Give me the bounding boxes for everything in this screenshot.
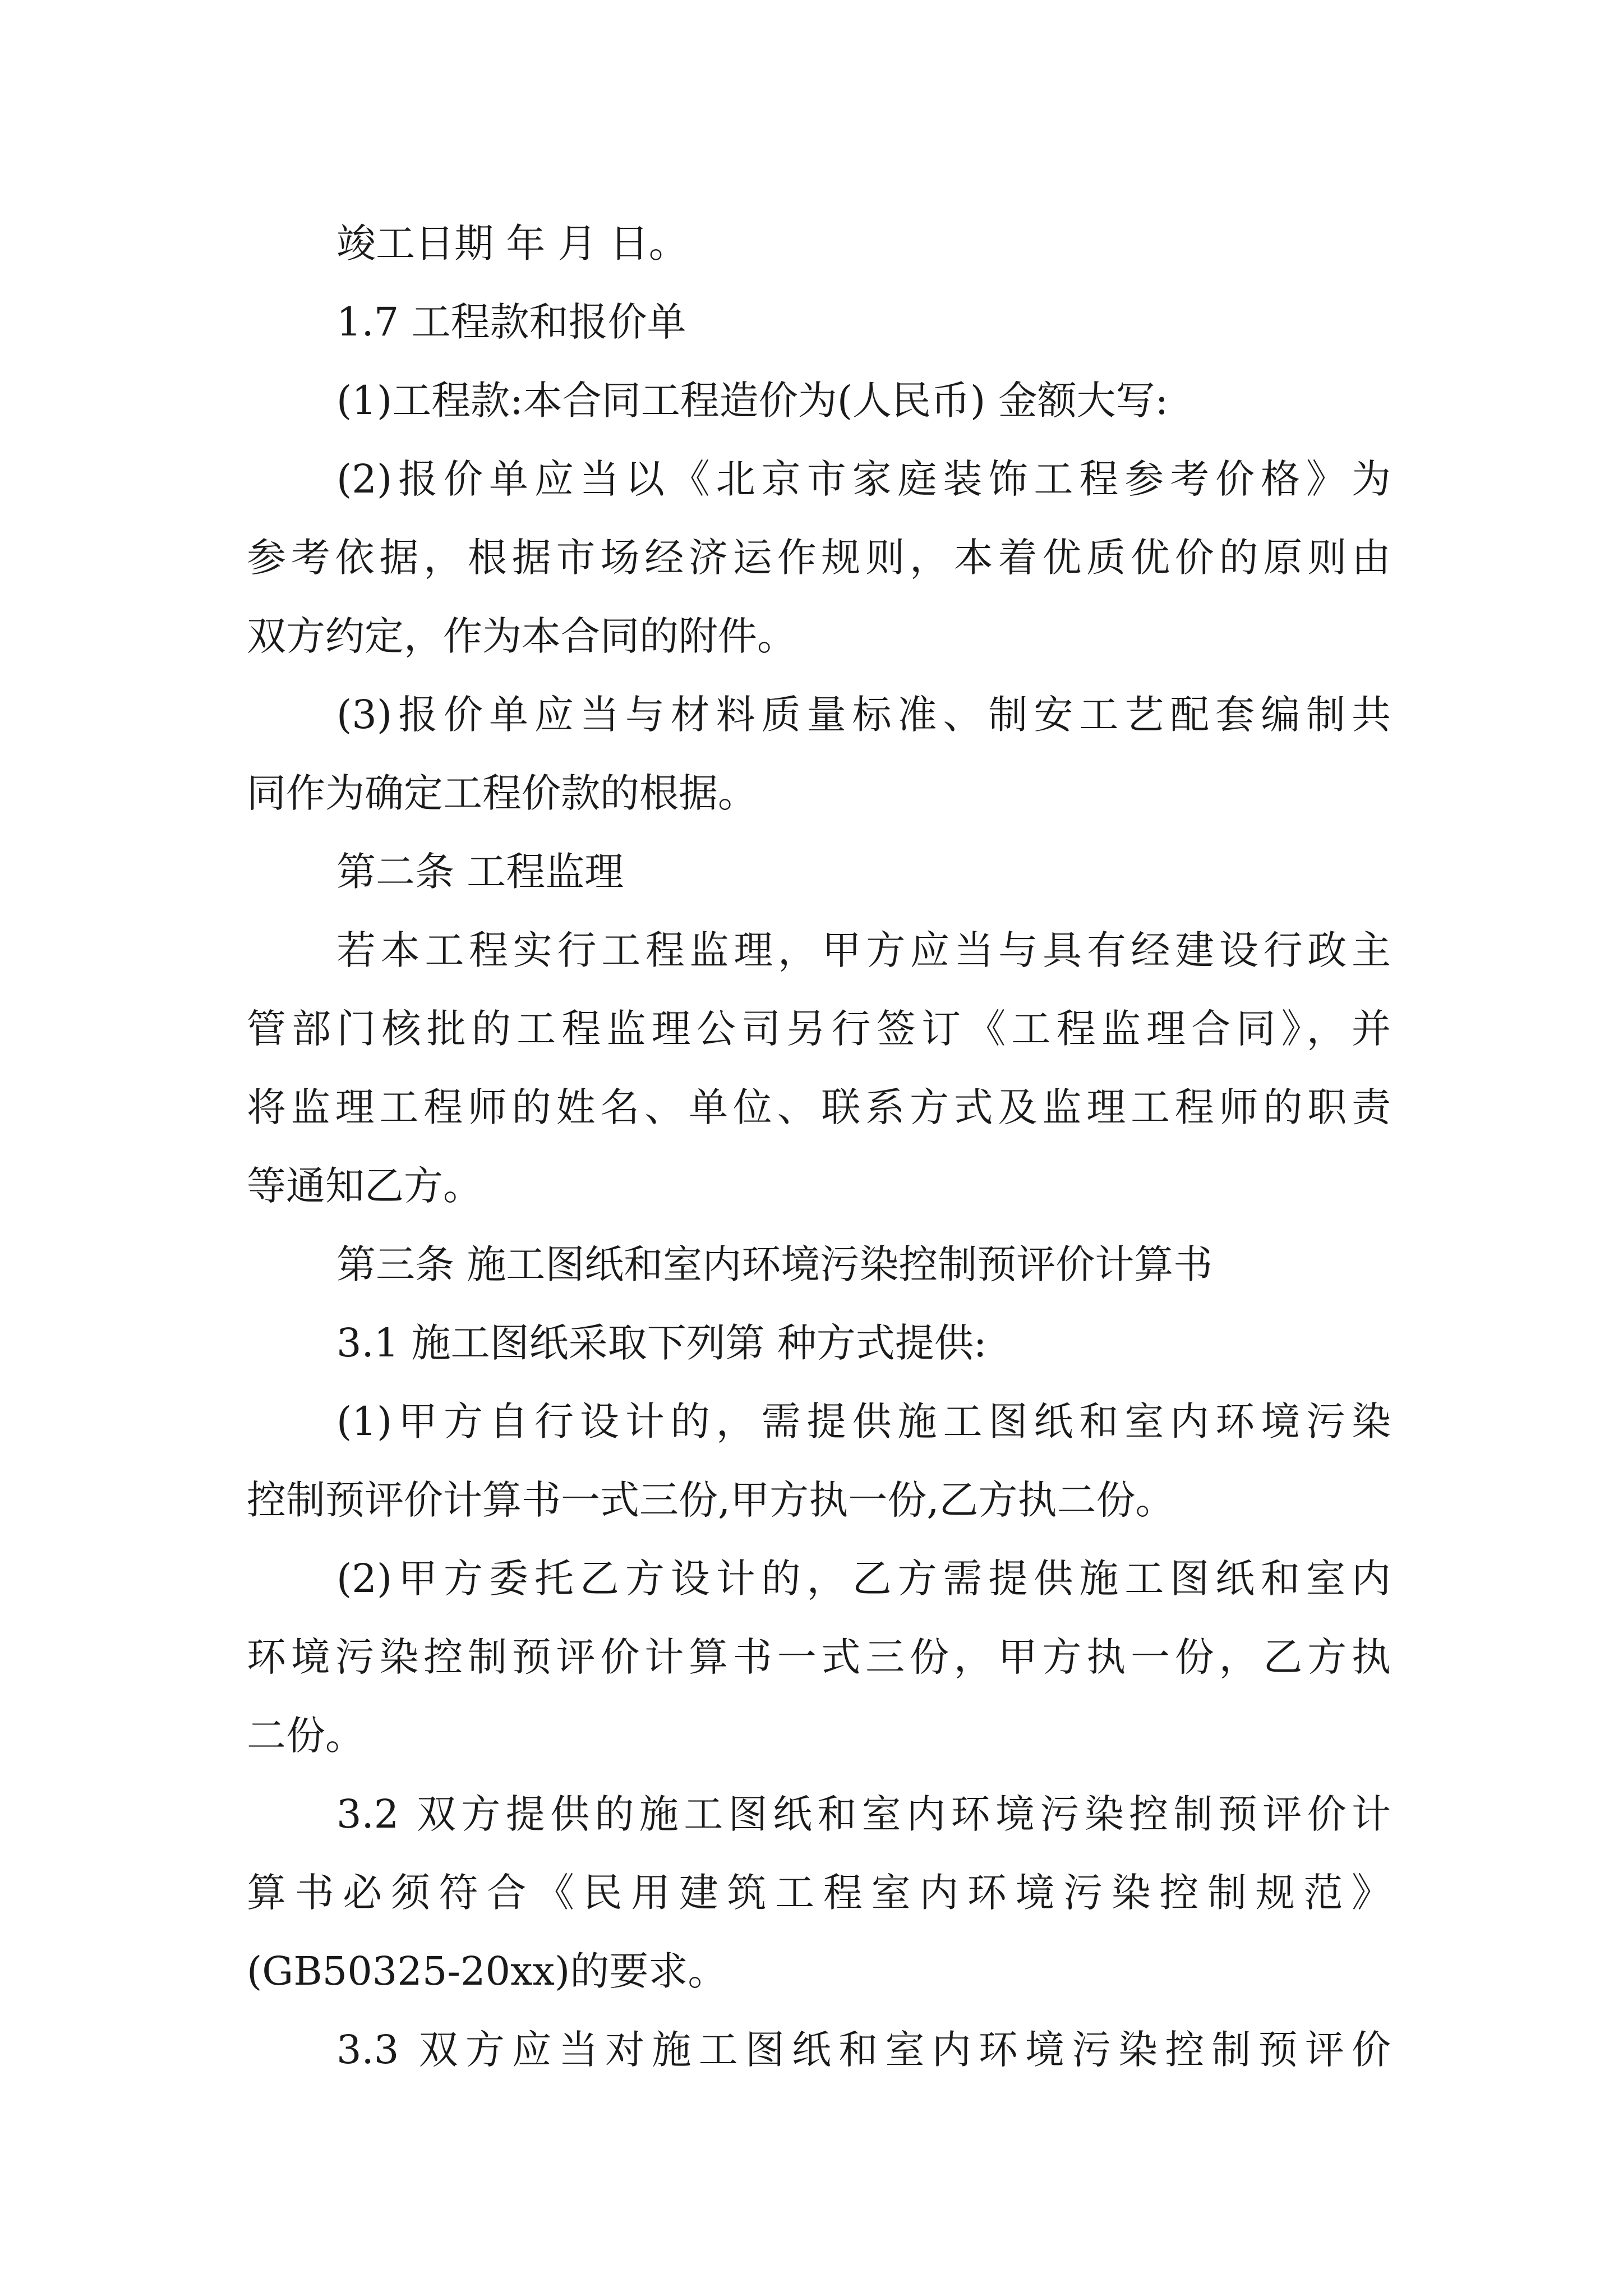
text-line-item-3-end: 同作为确定工程价款的根据。 [247,770,757,816]
text-line-3-2-start: 3.2 双方提供的施工图纸和室内环境污染控制预评价计 [336,1791,1391,1837]
text-line-item-1: (1)工程款:本合同工程造价为(人民币) 金额大写: [336,378,1169,424]
text-line-3-1-item-2-start: (2)甲方委托乙方设计的，乙方需提供施工图纸和室内 [336,1556,1391,1602]
text-line-3-1-item-2-cont: 环境污染控制预评价计算书一式三份，甲方执一份，乙方执 [247,1634,1391,1680]
heading-article-3: 第三条 施工图纸和室内环境污染控制预评价计算书 [336,1241,1213,1287]
text-line-3-1: 3.1 施工图纸采取下列第 种方式提供: [336,1320,987,1366]
text-line-item-2-start: (2)报价单应当以《北京市家庭装饰工程参考价格》为 [336,456,1391,502]
text-line-supervision-start: 若本工程实行工程监理，甲方应当与具有经建设行政主 [336,927,1391,973]
text-line-item-2-end: 双方约定，作为本合同的附件。 [247,613,796,659]
text-line-supervision-cont-1: 管部门核批的工程监理公司另行签订《工程监理合同》，并 [247,1006,1391,1052]
text-line-supervision-end: 等通知乙方。 [247,1163,482,1209]
text-line-3-2-cont: 算书必须符合《民用建筑工程室内环境污染控制规范》 [247,1870,1391,1916]
text-line-completion-date: 竣工日期 年 月 日。 [336,220,688,266]
text-line-item-2-cont: 参考依据，根据市场经济运作规则，本着优质优价的原则由 [247,535,1391,581]
text-line-supervision-cont-2: 将监理工程师的姓名、单位、联系方式及监理工程师的职责 [247,1084,1391,1130]
text-line-item-3-start: (3)报价单应当与材料质量标准、制安工艺配套编制共 [336,692,1391,738]
text-line-3-1-item-1-start: (1)甲方自行设计的，需提供施工图纸和室内环境污染 [336,1398,1391,1444]
heading-1-7: 1.7 工程款和报价单 [336,299,686,345]
text-line-3-3-start: 3.3 双方应当对施工图纸和室内环境污染控制预评价 [336,2027,1391,2073]
heading-article-2: 第二条 工程监理 [336,849,624,895]
text-line-3-1-item-1-end: 控制预评价计算书一式三份,甲方执一份,乙方执二份。 [247,1477,1175,1523]
text-line-3-1-item-2-end: 二份。 [247,1713,365,1759]
text-line-3-2-end: (GB50325-20xx)的要求。 [247,1948,727,1994]
